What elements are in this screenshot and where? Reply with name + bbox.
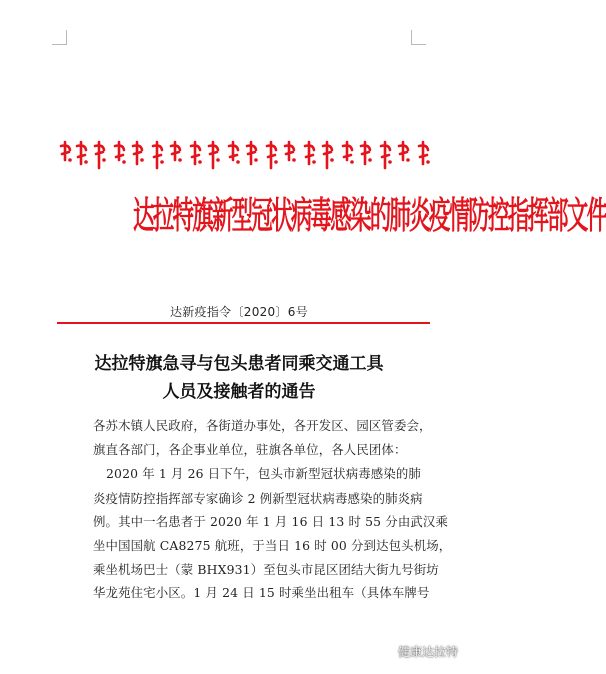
mongolian-glyph xyxy=(209,142,220,168)
wechat-logo-icon xyxy=(373,641,393,661)
mongolian-glyph xyxy=(419,142,430,164)
red-divider-rule xyxy=(57,322,430,324)
mongolian-glyph xyxy=(153,142,164,168)
mongolian-glyph xyxy=(361,142,372,164)
page-corner-mark-top-right xyxy=(411,30,426,45)
mongolian-glyph xyxy=(285,142,296,162)
body-line-8: 华龙苑住宅小区。1 月 24 日 15 时乘坐出租车（具体车牌号 xyxy=(93,585,430,600)
document-header-title: 达拉特旗新型冠状病毒感染的肺炎疫情防控指挥部文件 xyxy=(133,193,606,237)
page-corner-mark-top-left xyxy=(52,30,67,45)
mongolian-glyph xyxy=(305,142,316,164)
body-line-6: 坐中国国航 CA8275 航班，于当日 16 时 00 分到达包头机场， xyxy=(93,538,452,553)
mongolian-glyph xyxy=(247,142,258,164)
account-watermark xyxy=(373,641,458,661)
body-line-4: 炎疫情防控指挥部专家确诊 2 例新型冠状病毒感染的肺炎病 xyxy=(93,491,423,506)
body-line-2: 旗直各部门，各企事业单位，驻旗各单位，各人民团体： xyxy=(93,442,407,457)
mongolian-script-graphic xyxy=(57,136,433,170)
mongolian-script-header xyxy=(57,136,433,170)
notice-title-line-1: 达拉特旗急寻与包头患者同乘交通工具 xyxy=(94,354,384,374)
mongolian-glyph xyxy=(229,142,240,164)
document-number: 达新疫指令〔2020〕6号 xyxy=(169,305,309,319)
watermark-text: 健康达拉特 xyxy=(397,644,458,659)
mongolian-glyph xyxy=(133,142,144,164)
mongolian-glyph xyxy=(399,142,410,162)
mongolian-glyph xyxy=(171,142,182,162)
mongolian-glyph xyxy=(77,142,88,164)
mongolian-glyph xyxy=(267,142,278,168)
mongolian-glyph xyxy=(381,142,392,168)
body-line-7: 乘坐机场巴士（蒙 BHX931）至包头市昆区团结大街九号街坊 xyxy=(93,562,439,577)
mongolian-glyph xyxy=(343,142,354,164)
mongolian-glyph xyxy=(115,142,126,164)
mongolian-glyph xyxy=(191,142,202,164)
mongolian-glyph xyxy=(61,142,72,162)
mongolian-glyph xyxy=(323,142,334,168)
body-line-5: 例。其中一名患者于 2020 年 1 月 16 日 13 时 55 分由武汉乘 xyxy=(93,514,448,529)
body-line-1: 各苏木镇人民政府，各街道办事处，各开发区、园区管委会， xyxy=(93,418,432,433)
notice-title-line-2: 人员及接触者的通告 xyxy=(162,382,316,402)
mongolian-glyph xyxy=(95,142,106,168)
body-line-3: 2020 年 1 月 26 日下午，包头市新型冠状病毒感染的肺 xyxy=(106,466,421,481)
